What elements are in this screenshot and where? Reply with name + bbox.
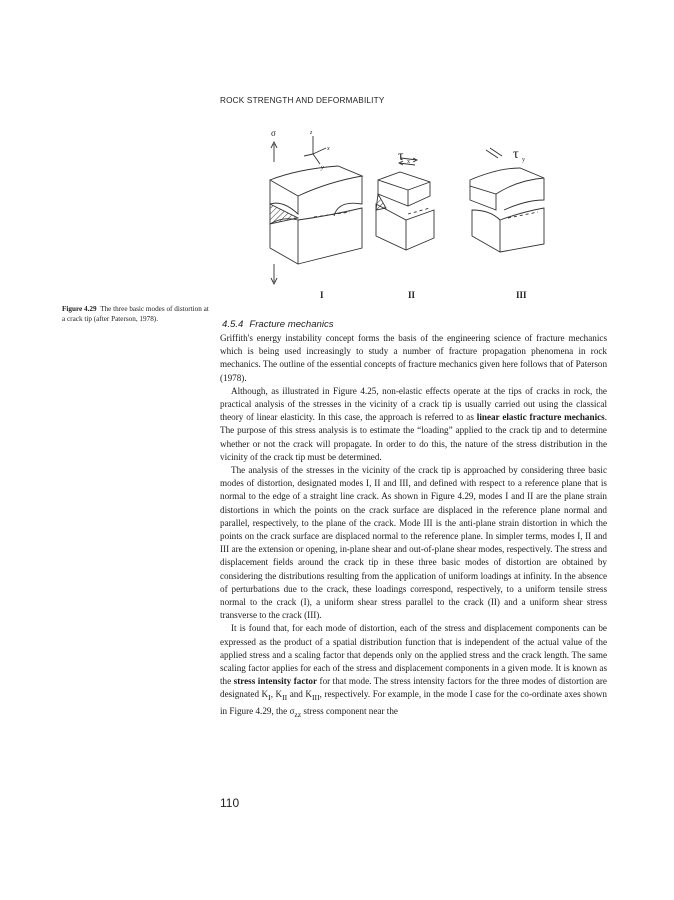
mode-ii-block	[376, 158, 434, 250]
mode-i-block	[270, 166, 362, 264]
paragraph: Although, as illustrated in Figure 4.25, non-elastic effects operate at the tips of cracks in rock, the practical analysis of the stresses in the vicinity of a crack tip is usually carried out using the classical theory of linear elasticity. In this case, the approach is referred to as linear elastic fracture mechanics. The purpose of this stress analysis is to estimate the “loading” applied to the crack tip and to determine whether or not the crack will propagate. In order to do this, the nature of the stress distribution in the vicinity of the crack tip must be determined.	[220, 385, 607, 462]
tau-y-symbol: τ	[513, 147, 519, 162]
section-title: Fracture mechanics	[249, 319, 334, 330]
mode-label-i: I	[320, 290, 324, 300]
sigma-arrow-up	[271, 142, 277, 162]
section-heading	[222, 319, 334, 330]
figure-caption-label: Figure 4.29	[62, 305, 97, 313]
paragraph: It is found that, for each mode of distortion, each of the stress and displacement components can be expressed as the product of a spatial distribution function that is independent of the actual value of the applied stress and a scaling factor that depends only on the applied stress and the crack length. The same scaling factor applies for each of the stress and displacement components in a given mode. It is known as the stress intensity factor for that mode. The stress intensity factors for the three modes of distortion are designated $K_I$, $K_{II}$ and $K_{III}$, respectively. For example, in the mode I case for the co-ordinate axes shown in Figure 4.29, the $\sigma_{zz}$ stress component near the	[220, 623, 607, 719]
mode-label-ii: II	[408, 290, 416, 300]
sigma-arrow-down	[271, 264, 277, 284]
axis-label-x: x	[327, 146, 330, 152]
term-linear-elastic-fracture-mechanics: linear elastic fracture mechanics	[476, 412, 605, 423]
axis-label-z: z	[310, 130, 313, 136]
page-number: 110	[220, 796, 240, 810]
paragraph: The analysis of the stresses in the vicinity of the crack tip is approached by considering three basic modes of distortion, designated modes I, II and III, and defined with respect to a reference plane that is normal to the edge of a straight line crack. As shown in Figure 4.29, modes I and II are the plane strain distortions in which the points on the crack surface are displaced in the reference plane normal and parallel, respectively, to the plane of the crack. Mode III is the anti-plane strain distortion in which the points on the crack surface are displaced normal to the reference plane. In simpler terms, modes I, II and III are the extension or opening, in-plane shear and out-of-plane shear modes, respectively. The stress and displacement fields around the crack tip in these three basic modes of distortion are obtained by considering the distributions resulting from the application of uniform loadings at infinity. In the absence of perturbations due to the crack, these loadings correspond, respectively, to a uniform tensile stress normal to the crack (I), a uniform shear stress parallel to the crack (II) and a uniform shear stress transverse to the crack (III).	[220, 465, 607, 621]
figure-caption-text: The three basic modes of distortion at a crack tip (after Paterson, 1978).	[62, 305, 209, 323]
mode-label-iii: III	[516, 290, 527, 300]
tau-x-symbol: τ	[398, 149, 404, 164]
axis-label-y: y	[321, 165, 324, 171]
figure-caption	[62, 304, 212, 324]
sigma-label: σ	[271, 128, 276, 138]
mode-iii-block	[470, 148, 544, 252]
tau-y-subscript: y	[522, 157, 525, 163]
body-text	[220, 332, 607, 721]
term-stress-intensity-factor: stress intensity factor	[233, 676, 318, 687]
figure-crack-modes	[258, 124, 548, 304]
section-number: 4.5.4	[222, 319, 244, 330]
running-head: ROCK STRENGTH AND DEFORMABILITY	[220, 96, 385, 105]
paragraph: Griffith's energy instability concept forms the basis of the engineering science of fracture mechanics which is being used increasingly to study a number of fracture propagation phenomena in rock mechanics. The outline of the essential concepts of fracture mechanics given here follows that of Paterson (1978).	[220, 333, 608, 383]
tau-x-subscript: x	[407, 159, 410, 165]
coordinate-axes	[304, 136, 326, 164]
